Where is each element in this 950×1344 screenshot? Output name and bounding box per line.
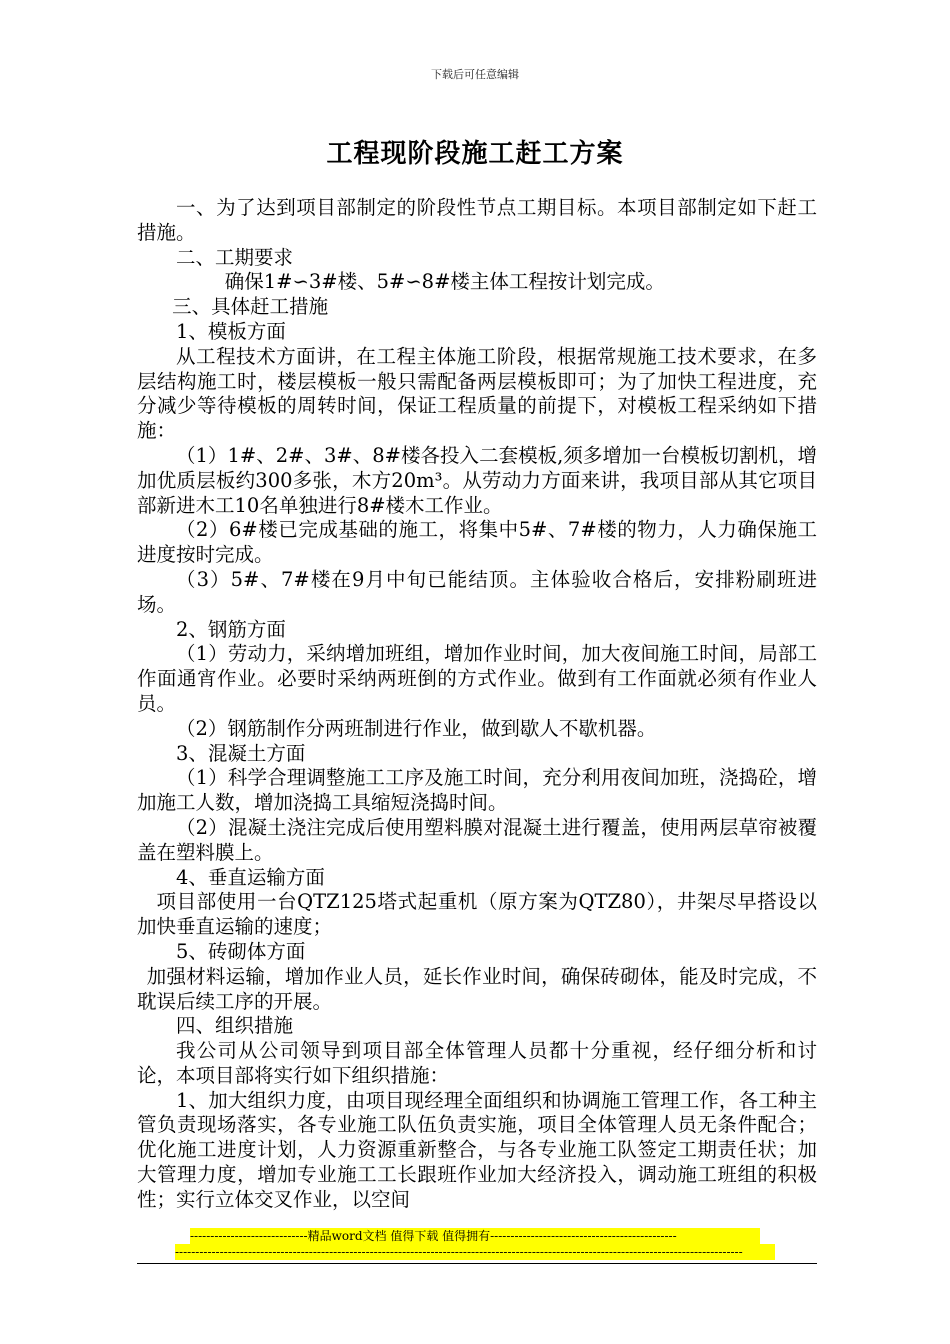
page-footer — [137, 1228, 817, 1260]
paragraph: （2）混凝土浇注完成后使用塑料膜对混凝土进行覆盖，使用两层草帘被覆盖在塑料膜上。 — [137, 815, 817, 864]
paragraph: 1、加大组织力度，由项目现经理全面组织和协调施工管理工作，各工种主管负责现场落实，各专业施工队伍负责实施，项目全体管理人员无条件配合；优化施工进度计划，人力资源重新整合，与各专业施工队签定工期责任状；加大管理力度，增加专业施工工长跟班作业加大经济投入，调动施工班组的积极性；实行立体交叉作业，以空间 — [137, 1088, 817, 1211]
paragraph: （2）钢筋制作分两班制进行作业，做到歇人不歇机器。 — [176, 716, 657, 740]
paragraph: （1）1#、2#、3#、8#楼各投入二套模板,须多增加一台模板切割机，增加优质层板约300多张，木方20m³。从劳动力方面来讲，我项目部从其它项目部新进木工10名单独进行8#楼木工作业。 — [137, 443, 817, 517]
paragraph: 三、具体赶工措施 — [172, 295, 329, 319]
paragraph: 加强材料运输，增加作业人员，延长作业时间，确保砖砌体，能及时完成，不耽误后续工序的开展。 — [137, 964, 817, 1013]
footer-banner-line: -----------------------------精品word文档 值得下载 值得拥有---------------------------------------------- — [190, 1228, 760, 1244]
paragraph: 2、钢筋方面 — [176, 617, 286, 641]
footer-rule — [137, 1263, 817, 1264]
footer-dash-line: -------------------------------------------------------------------------------------------------------------------------------------------- — [175, 1244, 775, 1260]
paragraph: 确保1#∽3#楼、5#∽8#楼主体工程按计划完成。 — [224, 270, 665, 294]
paragraph: 项目部使用一台QTZ125塔式起重机（原方案为QTZ80），井架尽早搭设以加快垂直运输的速度； — [137, 890, 817, 939]
paragraph: （2）6#楼已完成基础的施工，将集中5#、7#楼的物力，人力确保施工进度按时完成。 — [137, 518, 817, 567]
paragraph: 我公司从公司领导到项目部全体管理人员都十分重视，经仔细分析和讨论，本项目部将实行如下组织措施： — [137, 1039, 817, 1087]
paragraph: （1）科学合理调整施工工序及施工时间，充分利用夜间加班，浇捣砼，增加施工人数，增加浇捣工具缩短浇捣时间。 — [137, 766, 817, 815]
paragraph: 5、砖砌体方面 — [176, 939, 306, 963]
paragraph: 四、组织措施 — [176, 1014, 294, 1038]
paragraph: 一、为了达到项目部制定的阶段性节点工期目标。本项目部制定如下赶工措施。 — [137, 196, 817, 244]
document-body — [137, 196, 817, 1213]
paragraph: 1、模板方面 — [176, 319, 286, 343]
paragraph: 二、工期要求 — [176, 245, 294, 269]
document-title: 工程现阶段施工赶工方案 — [326, 139, 624, 169]
page-header: 下载后可任意编辑 — [431, 68, 519, 81]
paragraph: 4、垂直运输方面 — [176, 865, 325, 889]
paragraph: 从工程技术方面讲，在工程主体施工阶段，根据常规施工技术要求，在多层结构施工时，楼层模板一般只需配备两层模板即可；为了加快工程进度，充分减少等待模板的周转时间，保证工程质量的前提下，对模板工程采纳如下措施： — [137, 344, 817, 443]
paragraph: （1）劳动力，采纳增加班组，增加作业时间，加大夜间施工时间，局部工作面通宵作业。必要时采纳两班倒的方式作业。做到有工作面就必须有作业人员。 — [137, 642, 817, 715]
paragraph: （3）5#、7#楼在9月中旬已能结顶。主体验收合格后，安排粉刷班进场。 — [137, 567, 817, 616]
paragraph: 3、混凝土方面 — [176, 741, 306, 765]
